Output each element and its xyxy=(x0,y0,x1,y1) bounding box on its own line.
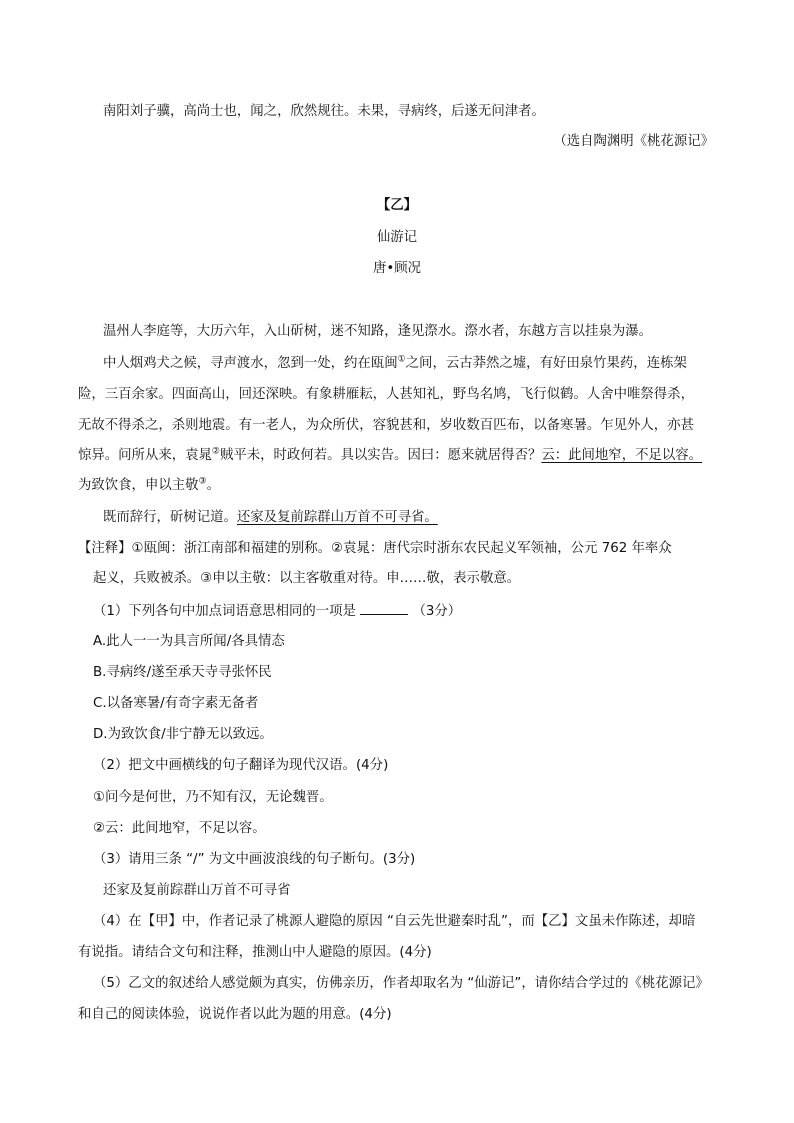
question-5-cont: 和自己的阅读体验，说说作者以此为题的用意。(4分) xyxy=(78,1007,392,1022)
question-3: （3）请用三条 “/” 为文中画波浪线的句子断句。(3分) xyxy=(93,852,416,867)
text-line: 南阳刘子骥，高尚士也，闻之，欣然规往。未果，寻病终，后遂无问津者。 xyxy=(103,104,545,119)
paragraph-line: 温州人李庭等，大历六年，入山斫树，迷不知路，逢见漈水。漈水者，东越方言以挂泉为瀑。 xyxy=(103,324,653,339)
text-span: （1）下列各句中加点词语意思相同的一项是 xyxy=(93,604,356,619)
text-span: 。 xyxy=(206,478,220,493)
paragraph-line: 无故不得杀之，杀则地震。有一老人，为众所伏，容貌甚和，岁收数百匹布，以备寒暑。乍见外人，亦甚 xyxy=(78,418,694,433)
footnote-marker: ① xyxy=(397,354,406,365)
question-2: （2）把文中画横线的句子翻译为现代汉语。(4分) xyxy=(93,758,389,773)
paragraph-line xyxy=(78,446,702,466)
footnote-marker: ② xyxy=(211,446,220,457)
source-citation: （选自陶渊明《桃花源记》 xyxy=(553,134,714,149)
answer-blank[interactable] xyxy=(360,600,408,615)
question-2-item-2: ②云：此间地窄，不足以容。 xyxy=(93,821,266,836)
footnote-marker: ③ xyxy=(198,476,207,487)
option-b: B.寻病终/遂至承天寺寻张怀民 xyxy=(93,665,272,680)
option-c: C.以备寒暑/有奇字素无备者 xyxy=(93,696,259,711)
underlined-sentence: 云：此间地窄，不足以容。 xyxy=(541,448,703,463)
question-4: （4）在【甲】中，作者记录了桃源人避隐的原因 “自云先世避秦时乱”，而【乙】文虽未作陈述，却暗 xyxy=(93,914,696,929)
section-tag: 【乙】 xyxy=(376,198,418,213)
text-span: 贼平未，时政何若。具以实告。因曰：愿来就居得否？ xyxy=(219,448,542,463)
paragraph-line xyxy=(103,508,438,528)
question-4-cont: 有说指。请结合文句和注释，推测山中人避隐的原因。(4分) xyxy=(78,945,432,960)
notes-line: 起义，兵败被杀。③申以主敬：以主客敬重对待。申……敬，表示敬意。 xyxy=(93,571,521,586)
notes-line: 【注释】①瓯闽：浙江南部和福建的别称。②袁晁：唐代宗时浙东农民起义军领袖，公元 762 年率众 xyxy=(78,541,672,556)
text-span: 既而辞行，斫树记道。 xyxy=(103,510,237,525)
question-5: （5）乙文的叙述给人感觉颇为真实，仿佛亲历，作者却取名为 “仙游记”，请你结合学过的《桃花源记》 xyxy=(93,976,709,991)
paragraph-line xyxy=(78,476,220,496)
paragraph-line: 险，三百余家。四面高山，回还深映。有象耕雁耘，人甚知礼，野鸟名鸠，飞行似鹤。人舍中唯祭得杀， xyxy=(78,387,694,402)
text-span: 惊异。问所从来，袁晁 xyxy=(78,448,212,463)
question-1 xyxy=(93,600,461,622)
article-title: 仙游记 xyxy=(376,230,418,245)
text-span: 之间，云古莽然之墟，有好田泉竹果药，连栋架 xyxy=(405,356,687,371)
option-d: D.为致饮食/非宁静无以致远。 xyxy=(93,727,273,742)
option-a: A.此人一一为具言所闻/各具情态 xyxy=(93,634,285,649)
question-2-item-1: ①问今是何世，乃不知有汉，无论魏晋。 xyxy=(93,790,333,805)
question-3-text: 还家及复前踪群山万首不可寻省 xyxy=(103,883,291,898)
text-span: 为致饮食，申以主敬 xyxy=(78,478,199,493)
paragraph-line xyxy=(103,354,687,374)
article-author: 唐•顾况 xyxy=(372,261,422,276)
text-span: （3分） xyxy=(412,604,462,619)
wavy-underlined-sentence: 还家及复前踪群山万首不可寻省。 xyxy=(236,510,438,525)
text-span: 中人烟鸡犬之候，寻声渡水，忽到一处，约在瓯闽 xyxy=(103,356,398,371)
